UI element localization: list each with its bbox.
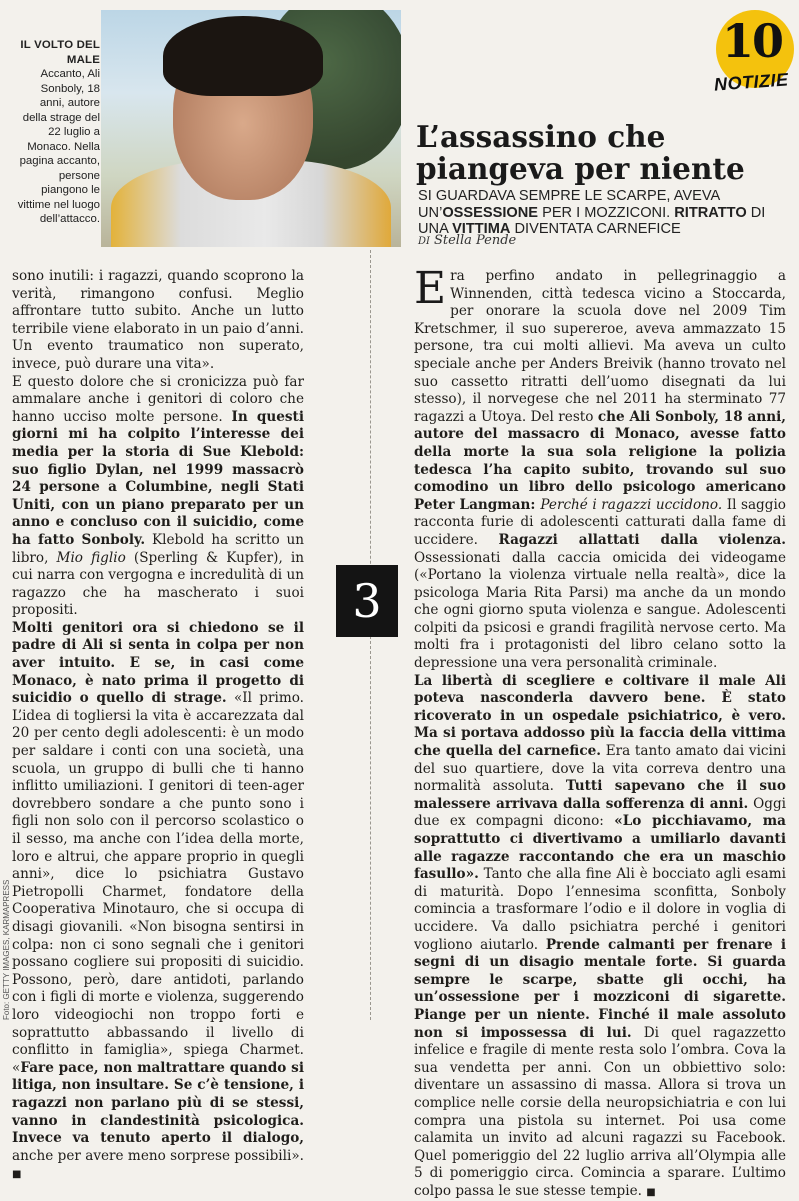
right-paragraph-1: Era perfino andato in pellegrinaggio a Winnenden, città tedesca vicino a Stoccarda, per onorare la scuola dove nel 2009 Tim Kretschmer, il suo supereroe, aveva ammazzato 15 persone, tra cui molti allievi. Ma aveva un culto speciale anche per Anders Breivik (hanno trovato nel suo cassetto ritratti dell’uomo disegnati da lui stesso), il norvegese che nel 2011 ha sterminato 77 ragazzi a Utoya. Del resto che Ali Sonboly, 18 anni, autore del massacro di Monaco, avesse fatto della morte la sua sola religione la polizia tedesca l’ha capito subito, trovando sul suo comodino un libro dello psicologo americano Peter Langman: Perché i ragazzi uccidono. Il saggio racconta furie di adolescenti catturati dalla fame di uccidere. Ragazzi allattati dalla violenza. Ossessionati dalla caccia omicida dei videogame («Portano la violenza virtuale nella realtà», dice la psicologa Maria Rita Parsi) ma anche da un mondo che ogni giorno sputa violenza e sangue. Adolescenti colpiti da psicosi e grandi fragilità nervose certo. Ma molti fra i protagonisti del libro celano sotto la depressione una vera personalità criminale. <box>414 263 786 672</box>
drop-cap: E <box>414 263 447 314</box>
byline-prefix: DI <box>418 236 430 247</box>
right-column <box>414 263 787 1201</box>
photo-hair <box>163 16 323 96</box>
logo-word: NOTIZIE <box>713 69 790 95</box>
page-marker: 3 <box>336 565 398 637</box>
byline-author: Stella Pende <box>433 233 517 248</box>
portrait-photo <box>101 10 401 247</box>
left-column <box>12 268 304 1184</box>
logo-number: 10 <box>722 14 783 68</box>
photo-credit: Foto: GETTY IMAGES, KARMAPRESS <box>2 879 11 1020</box>
left-paragraph-3: Molti genitori ora si chiedono se il padre di Ali si senta in colpa per non aver intuito. E se, in casi come Monaco, è nato prima il progetto di suicidio o quello di strage. «Il primo. L’idea di togliersi la vita è accarezzata dal 20 per cento degli adolescenti: è un modo per saldare i conti con una società, una scuola, un gruppo di bulli che ti hanno inflitto umiliazioni. I genitori di teen-ager dovrebbero sondare a che punto sono i figli non solo con il percorso scolastico o il sesso, ma anche con l’idea della morte, loro e altrui, che appare proprio in quegli anni», dice lo psichiatra Gustavo Pietropolli Charmet, fondatore della Cooperativa Minotauro, che si occupa di disagi giovanili. «Non bisogna sentirsi in colpa: non ci sono segnali che i genitori possano cogliere sui propositi di suicidio. Possono, però, dare antidoti, parlando con i figli di morte e violenza, suggerendo loro videogiochi non troppo forti e soprattutto abbassando il livello di conflitto in famiglia», spiega Charmet. «Fare pace, non maltrattare quando si litiga, non insultare. Se c’è tensione, i ragazzi non parlano più di se stessi, vanno in clandestinità psicologica. Invece va tenuto aperto il dialogo, anche per avere meno sorprese possibili». ■ <box>12 619 305 1181</box>
right-paragraph-2: La libertà di scegliere e coltivare il male Ali poteva nasconderla davvero bene. È stato ricoverato in un ospedale psichiatrico, è vero. Ma si portava addosso più la faccia della vittima che quella del carnefice. Era tanto amato dai vicini del suo quartiere, dove la vita correva dentro una normalità assoluta. Tutti sapevano che il suo malessere arrivava dalla sofferenza di anni. Oggi due ex compagni dicono: «Lo picchiavamo, ma soprattutto ci divertivamo a umiliarlo davanti alle ragazze raccontando che era un maschio fasullo». Tanto che alla fine Ali è bocciato agli esami di maturità. Dopo l’ennesima sconfitta, Sonboly comincia a trasformare l’odio e il dolore in voglia di uccidere. Va dallo psichiatra perché i genitori vogliono aiutarlo. Prende calmanti per frenare i segni di un disagio mentale forte. Si guarda sempre le scarpe, sbatte gli occhi, ha un’ossessione per i mozziconi di sigarette. Piange per un niente. Finché il male assoluto non si impossessa di lui. Di quel ragazzetto infelice e fragile di mente resta solo l’ombra. Cova la sua vendetta per anni. Con un obbiettivo solo: diventare un assassino di massa. Allora si trova un complice nelle corsie della neuropsichiatria e con lui compra una pistola su internet. Poi usa come calamita un invito ad alcuni ragazzi su Facebook. Quel pomeriggio del 22 luglio arriva all’Olympia alle 5 di pomeriggio circa. Comincia a sparare. L’ultimo colpo passa le sue stesse tempie. ■ <box>414 672 787 1199</box>
caption-text: Accanto, Ali Sonboly, 18 anni, autore della strage del 22 luglio a Monaco. Nella pagina accanto, persone piangono le vittime nel luogo dell’attacco. <box>17 68 100 225</box>
end-mark: ■ <box>646 1186 656 1198</box>
dek: SI GUARDAVA SEMPRE LE SCARPE, AVEVA UN’OSSESSIONE PER I MOZZICONI. RITRATTO DI UNA VITTIMA DIVENTATA CARNEFICE <box>418 188 766 237</box>
headline: L’assassino che piangeva per niente <box>416 119 745 186</box>
byline <box>418 233 516 248</box>
caption-title: IL VOLTO DEL MALE <box>20 39 100 66</box>
end-mark: ■ <box>12 1169 22 1181</box>
photo-caption <box>16 38 100 227</box>
section-logo <box>712 10 796 96</box>
left-paragraph-1: sono inutili: i ragazzi, quando scoprono la verità, rimangono confusi. Meglio affrontare tutto subito. Anche un lutto terribile viene elaborato in un paio d’anni. Un evento traumatico non superato, invece, può durare una vita». <box>12 268 304 372</box>
left-paragraph-2: E questo dolore che si cronicizza può far ammalare anche i genitori di coloro che hanno ucciso molte persone. In questi giorni mi ha colpito l’interesse dei media per la storia di Sue Klebold: suo figlio Dylan, nel 1999 massacrò 24 persone a Columbine, negli Stati Uniti, con un piano preparato per un anno e concluso con il suicidio, come ha fatto Sonboly. Klebold ha scritto un libro, Mio figlio (Sperling & Kupfer), in cui narra con vergogna e incredulità di un ragazzo che ha mascherato i suoi propositi. <box>12 373 305 619</box>
